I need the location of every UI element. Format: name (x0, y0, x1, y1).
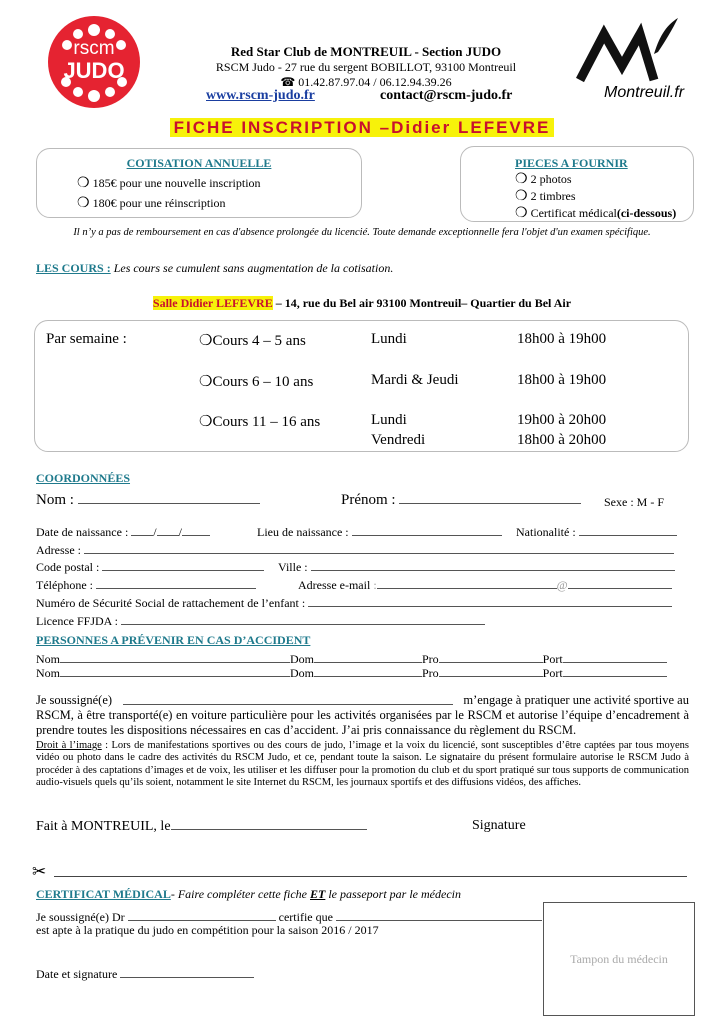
certificat-certifie-label: certifie que (278, 910, 333, 924)
email-domain-field[interactable] (568, 577, 672, 589)
cours-subtitle: Les cours se cumulent sans augmentation de la cotisation. (113, 261, 394, 275)
ville-field[interactable] (311, 559, 675, 571)
certificat-subtitle-et: ET (310, 887, 326, 901)
club-website-link[interactable]: www.rscm-judo.fr (206, 88, 315, 103)
tampon-label: Tampon du médecin (570, 952, 668, 966)
email-row (298, 577, 672, 593)
prenom-field[interactable] (399, 492, 581, 504)
cours-age: Cours 4 – 5 ans (212, 333, 306, 349)
licence-field[interactable] (121, 613, 485, 625)
nationalite-label: Nationalité : (516, 525, 576, 539)
sexe-field[interactable]: Sexe : M - F (604, 495, 664, 509)
cotisation-option-label: 180€ pour une réinscription (92, 196, 226, 210)
accident-row-2 (36, 665, 667, 681)
engagement-intro: Je soussigné(e) (36, 693, 113, 707)
pieces-item-label: 2 timbres (530, 189, 576, 203)
cours-heading-line (36, 261, 393, 276)
radio-circle-icon: ❍ (199, 333, 213, 349)
date-naissance-row (36, 524, 210, 540)
cours-day: Lundi (371, 412, 407, 428)
radio-circle-icon: ❍ (77, 176, 90, 191)
certificat-subtitle-pre: Faire compléter cette fiche (177, 887, 310, 901)
pieces-item-certificat[interactable] (515, 205, 676, 222)
salle-name: Salle Didier LEFEVRE (152, 296, 273, 310)
code-postal-row (36, 559, 264, 575)
date-year-field[interactable] (182, 524, 210, 536)
checkbox-circle-icon: ❍ (515, 189, 528, 204)
certificat-apte-text: est apte à la pratique du judo en compétition pour la saison 2016 / 2017 (36, 923, 379, 937)
page-title (0, 118, 724, 138)
salle-line (0, 296, 724, 311)
lieu-naissance-field[interactable] (352, 524, 502, 536)
accident-pro-label: Pro (422, 652, 439, 666)
salle-address: – 14, rue du Bel air 93100 Montreuil– Quartier du Bel Air (272, 296, 572, 310)
certificat-soussigne-label: Je soussigné(e) Dr (36, 910, 125, 924)
engagement-name-field[interactable] (123, 693, 453, 705)
accident-pro-field[interactable] (439, 665, 543, 677)
date-day-field[interactable] (131, 524, 153, 536)
fait-a-date-field[interactable] (171, 818, 367, 830)
accident-dom-label: Dom (290, 652, 314, 666)
accident-nom-field[interactable] (60, 665, 290, 677)
accident-nom-label: Nom (36, 652, 60, 666)
radio-circle-icon: ❍ (199, 374, 213, 390)
accident-nom-field[interactable] (60, 651, 290, 663)
accident-port-field[interactable] (563, 665, 667, 677)
accident-nom-label: Nom (36, 666, 60, 680)
licence-row (36, 613, 485, 629)
cotisation-option-renew[interactable] (77, 195, 226, 212)
rscm-judo-logo (48, 16, 140, 108)
accident-dom-field[interactable] (314, 665, 422, 677)
par-semaine-label: Par semaine : (46, 331, 127, 347)
cotisation-option-label: 185€ pour une nouvelle inscription (92, 176, 261, 190)
nationalite-field[interactable] (579, 524, 677, 536)
adresse-field[interactable] (84, 542, 674, 554)
email-user-field[interactable] (377, 577, 557, 589)
cours-row-4-5[interactable] (199, 331, 306, 350)
prenom-label: Prénom : (341, 492, 396, 508)
logo-text-judo: JUDO (63, 58, 125, 83)
cours-hours: 18h00 à 19h00 (517, 331, 607, 347)
montreuil-logo (574, 14, 690, 106)
cours-day: Mardi & Jeudi (371, 372, 459, 388)
accident-port-label: Port (542, 666, 563, 680)
engagement-text: RSCM, à être transporté(e) en voiture particulière pour les activités organisées par le RSCM et autorise l’équipe d’encadrement à prendre toutes les dispositions nécessaires en cas d’accident. J’ai pris connaissance du règlement du RSCM. (36, 708, 689, 737)
cours-day: Lundi (371, 331, 407, 347)
radio-circle-icon: ❍ (199, 414, 213, 430)
cours-schedule-box (34, 320, 689, 452)
pieces-item-photos[interactable] (515, 171, 572, 188)
certificat-dash: - (170, 887, 178, 901)
pieces-certificat-label: Certificat médical (530, 206, 617, 220)
accident-dom-field[interactable] (314, 651, 422, 663)
cours-hours: 19h00 à 20h00 (517, 412, 607, 428)
pieces-item-timbres[interactable] (515, 188, 576, 205)
accident-pro-field[interactable] (439, 651, 543, 663)
montreuil-logo-text: Montreuil.fr (604, 84, 685, 101)
certificat-date-field[interactable] (120, 966, 254, 978)
cours-age: Cours 11 – 16 ans (212, 414, 321, 430)
certificat-doctor-field[interactable] (128, 909, 276, 921)
ville-row (278, 559, 675, 575)
coordonnees-heading: COORDONNÉES (36, 471, 131, 485)
cotisation-option-new[interactable] (77, 175, 261, 192)
certificat-heading: CERTIFICAT MÉDICAL (36, 887, 171, 901)
cours-age: Cours 6 – 10 ans (212, 374, 314, 390)
certificat-heading-line (36, 887, 461, 902)
date-naissance-label: Date de naissance : (36, 525, 129, 539)
accident-port-label: Port (542, 652, 563, 666)
pieces-certificat-bold: (ci-dessous) (616, 206, 677, 220)
adresse-label: Adresse : (36, 543, 81, 557)
secu-label: Numéro de Sécurité Social de rattachement de l’enfant : (36, 596, 306, 610)
email-colon: : (373, 578, 377, 592)
fait-a-row (36, 818, 367, 835)
cours-row-11-16[interactable] (199, 412, 320, 431)
date-separator: / (178, 525, 182, 539)
certificat-date-label: Date et signature (36, 967, 118, 981)
engagement-paragraph (36, 693, 689, 738)
club-phone: ☎ 01.42.87.97.04 / 06.12.94.39.26 (280, 75, 452, 89)
accident-port-field[interactable] (563, 651, 667, 663)
droit-image-text: : Lors de manifestations sportives ou des cours de judo, l’image et la voix du licencié, sont susceptibles d’être captées par tous moyens vidéo ou photo dans le cadre des activités du RSCM Judo, et ce, pendant toute la saison. Le signataire du présent formulaire autorise le RSCM Judo à procéder à des captations d’images et de voix, les utiliser et les diffuser pour la promotion du club et du sport pratiqué sur tous supports de communication audio-visuels quels qu’ils soient, notamment le site Internet du RSCM, les journaux sportifs et des diffusions vidéos, des affiches. (36, 740, 689, 789)
club-name: Red Star Club de MONTREUIL - Section JUDO (230, 44, 502, 59)
ville-label: Ville : (278, 560, 308, 574)
lieu-naissance-label: Lieu de naissance : (257, 525, 349, 539)
certificat-date-row (36, 966, 254, 982)
radio-circle-icon: ❍ (77, 196, 90, 211)
club-info (196, 44, 536, 90)
certificat-patient-field[interactable] (336, 909, 542, 921)
club-address: RSCM Judo - 27 rue du sergent BOBILLOT, 93100 Montreuil (215, 60, 517, 74)
email-at-symbol: @ (556, 578, 568, 592)
code-postal-field[interactable] (102, 559, 264, 571)
licence-label: Licence FFJDA : (36, 614, 118, 628)
date-month-field[interactable] (157, 524, 179, 536)
montreuil-logo-graphic (574, 14, 690, 84)
checkbox-circle-icon: ❍ (515, 172, 528, 187)
telephone-field[interactable] (96, 577, 256, 589)
scissors-icon: ✂ (32, 862, 47, 881)
certificat-subtitle-post: le passeport par le médecin (325, 887, 461, 901)
secu-row (36, 595, 672, 611)
cotisation-box (36, 148, 362, 218)
telephone-label: Téléphone : (36, 578, 93, 592)
nationalite-row (516, 524, 677, 540)
tampon-box[interactable] (543, 902, 695, 1016)
signature-label: Signature (472, 818, 526, 833)
cours-row-6-10[interactable] (199, 372, 313, 391)
checkbox-circle-icon: ❍ (515, 206, 528, 221)
cours-day: Vendredi (371, 432, 426, 448)
pieces-heading: PIECES A FOURNIR (515, 156, 628, 170)
prenom-row (341, 492, 581, 509)
club-email: contact@rscm-judo.fr (380, 88, 513, 103)
adresse-row (36, 542, 674, 558)
accident-pro-label: Pro (422, 666, 439, 680)
nom-field[interactable] (78, 492, 260, 504)
cours-heading: LES COURS : (36, 261, 111, 275)
accident-heading: PERSONNES A PRÉVENIR EN CAS D’ACCIDENT (36, 633, 311, 647)
cotisation-heading: COTISATION ANNUELLE (126, 156, 272, 170)
cours-hours: 18h00 à 19h00 (517, 372, 607, 388)
lieu-naissance-row (257, 524, 502, 540)
droit-image-paragraph (36, 740, 689, 790)
cours-hours: 18h00 à 20h00 (517, 432, 607, 448)
accident-dom-label: Dom (290, 666, 314, 680)
page-title-text: FICHE INSCRIPTION –Didier LEFEVRE (170, 118, 555, 137)
secu-field[interactable] (308, 595, 672, 607)
pieces-box (460, 146, 694, 222)
logo-text-rscm: rscm (73, 38, 115, 59)
droit-image-label: Droit à l’image (36, 740, 102, 751)
code-postal-label: Code postal : (36, 560, 100, 574)
engagement-continuation: m’engage à pratiquer une activité sportive au (463, 693, 689, 707)
nom-label: Nom : (36, 492, 74, 508)
cut-line (54, 876, 687, 877)
telephone-row (36, 577, 256, 593)
email-label: Adresse e-mail (298, 578, 371, 592)
date-separator: / (153, 525, 157, 539)
nom-row (36, 492, 260, 509)
engagement-first-line (36, 693, 689, 708)
refund-note: Il n’y a pas de remboursement en cas d'absence prolongée du licencié. Toute demande exceptionnelle fera l'objet d'un examen spécifique. (73, 227, 651, 238)
fait-a-label: Fait à MONTREUIL, le (36, 819, 171, 834)
pieces-item-label: 2 photos (530, 172, 572, 186)
